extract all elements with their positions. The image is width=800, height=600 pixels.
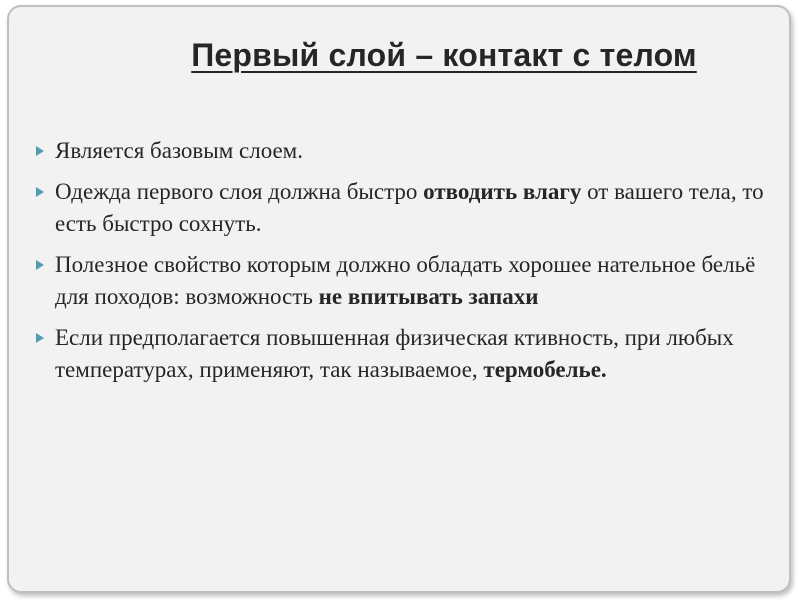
bullet-text: от вашего тела, то есть быстро сохнуть.: [55, 179, 764, 236]
bullet-arrow-icon: [36, 333, 44, 343]
bullet-item: [35, 322, 787, 386]
bullet-text: Является базовым слоем.: [55, 138, 303, 163]
bullet-item: [35, 249, 787, 313]
bullet-item: [35, 135, 787, 167]
bullet-bold-text: термобелье.: [483, 357, 607, 382]
bullet-arrow-icon: [36, 260, 44, 270]
bullet-text: Если предполагается повышенная физическая ктивность, при любых температурах, применяют, так называемое,: [55, 325, 734, 382]
slide: [7, 5, 791, 593]
bullet-bold-text: отводить влагу: [423, 179, 582, 204]
bullet-text: Полезное свойство которым должно обладать хорошее нательное бельё для походов: возможность: [55, 252, 756, 309]
slide-title: Первый слой – контакт с телом: [191, 37, 697, 73]
bullet-list: [35, 135, 787, 395]
bullet-text: Одежда первого слоя должна быстро: [55, 179, 424, 204]
bullet-bold-text: не впитывать запахи: [318, 284, 539, 309]
bullet-arrow-icon: [36, 146, 44, 156]
bullet-arrow-icon: [36, 187, 44, 197]
bullet-item: [35, 176, 787, 240]
